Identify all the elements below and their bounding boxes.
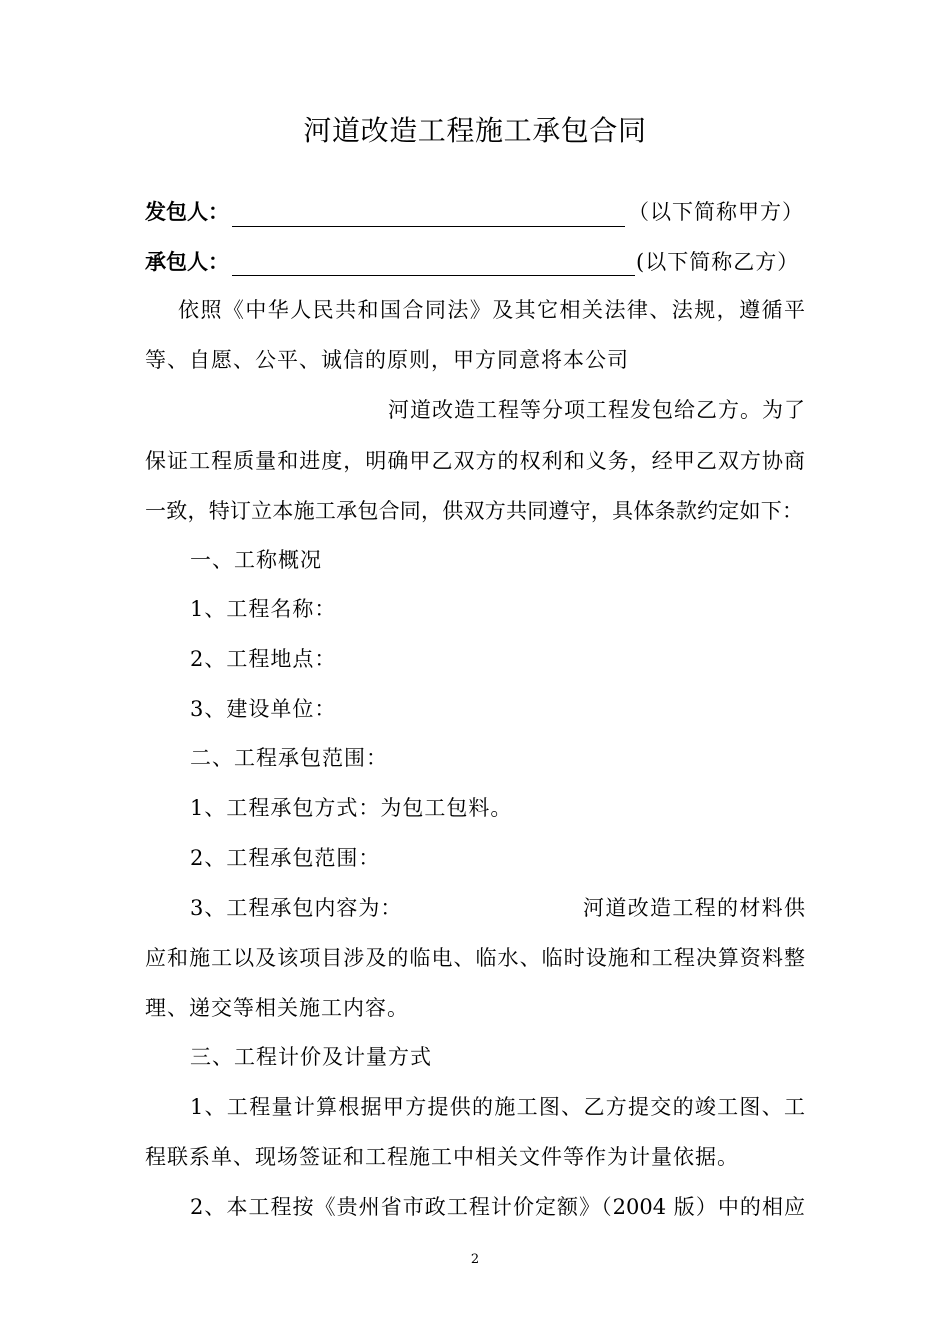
section-heading: 一、工称概况 [190, 548, 322, 572]
body-line: 1、工程承包方式：为包工包料。 [190, 796, 513, 820]
document-title: 河道改造工程施工承包合同 [303, 114, 647, 147]
body-line: 一致，特订立本施工承包合同，供双方共同遵守，具体条款约定如下： [145, 499, 803, 523]
section-heading: 二、工程承包范围： [190, 746, 388, 770]
body-line: 1、工程量计算根据甲方提供的施工图、乙方提交的竣工图、工 [190, 1095, 805, 1119]
body-line: 应和施工以及该项目涉及的临电、临水、临时设施和工程决算资料整 [145, 946, 805, 970]
body-line: 等、自愿、公平、诚信的原则，甲方同意将本公司 [145, 348, 629, 372]
party-label-employer: 发包人： [145, 199, 229, 224]
body-line: 河道改造工程的材料供 [583, 896, 805, 920]
body-line: 程联系单、现场签证和工程施工中相关文件等作为计量依据。 [145, 1145, 739, 1169]
party-label-contractor: 承包人： [145, 249, 229, 274]
body-line: 2、工程承包范围： [190, 846, 381, 870]
body-line: 2、本工程按《贵州省市政工程计价定额》（2004 版）中的相应 [190, 1195, 805, 1219]
section-heading: 三、工程计价及计量方式 [190, 1045, 432, 1069]
page-number: 2 [470, 1252, 480, 1267]
body-line: 理、递交等相关施工内容。 [145, 996, 409, 1020]
party-blank-line-employer [232, 226, 625, 227]
party-suffix-contractor: (以下简称乙方） [636, 250, 800, 274]
body-line: 3、工程承包内容为： [190, 896, 403, 920]
body-line: 3、建设单位： [190, 697, 337, 721]
body-line: 河道改造工程等分项工程发包给乙方。为了 [388, 398, 806, 422]
body-line: 保证工程质量和进度，明确甲乙双方的权利和义务，经甲乙双方协商 [145, 449, 805, 473]
body-line: 1、工程名称： [190, 597, 337, 621]
body-line: 依照《中华人民共和国合同法》及其它相关法律、法规，遵循平 [178, 298, 805, 322]
party-blank-line-contractor [232, 275, 635, 276]
body-line: 2、工程地点： [190, 647, 337, 671]
party-suffix-employer: （以下简称甲方） [628, 200, 804, 224]
